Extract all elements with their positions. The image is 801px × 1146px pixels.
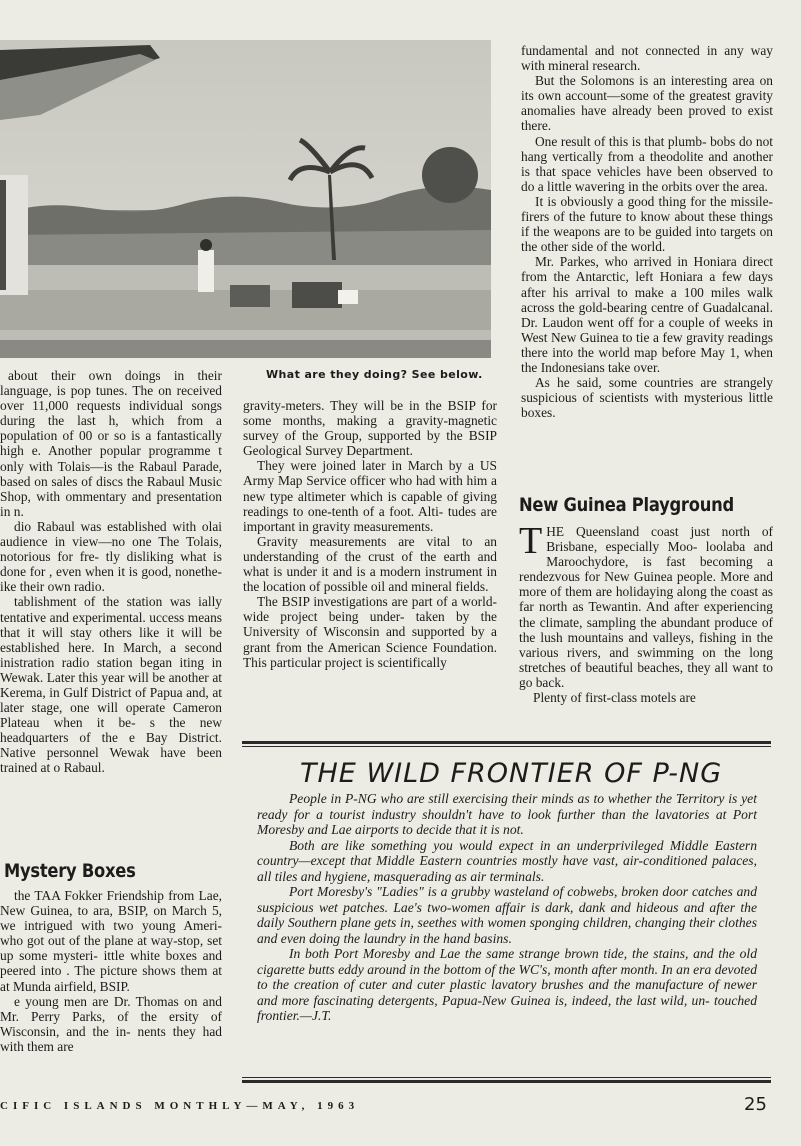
col1-para-2: dio Rabaul was established with olai audience in view—no one The Tolais, notorious for fre- tly disliking what is done for , even when it is good, nonethe- ike their own radio. — [0, 518, 222, 595]
running-footer: CIFIC ISLANDS MONTHLY—MAY, 1963 — [0, 1100, 360, 1112]
box-rule-bottom-thick — [242, 1080, 771, 1083]
column-middle — [243, 398, 497, 670]
column-left — [0, 368, 222, 776]
box-para-3: Port Moresby's "Ladies" is a grubby wasteland of cobwebs, broken door catches and suspicious wet patches. Lae's two-women affair is dark, dank and hideous and after the daily Southern plane gets in, seethes with women sponging children, changing their clothes and even doing the laundry in the hand basins. — [257, 884, 757, 946]
col3-lead-para — [519, 520, 773, 690]
col3-para-last: Plenty of first-class motels are — [533, 690, 696, 706]
col3-para-5: Mr. Parkes, who arrived in Honiara direct from the Antarctic, left Honiara a few days after his arrival to make a 100 miles walk across the gold-bearing centre of Guadalcanal. Dr. Laudon went off for a couple of weeks in West New Guinea to tie a few gravity readings there into the world map before May 1, when the Indonesians take over. — [521, 254, 773, 375]
column-left-continued — [0, 888, 222, 1054]
photo-airfield — [0, 40, 491, 358]
col2-para-2: They were joined later in March by a US Army Map Service officer who had with him a new type altimeter which is capable of giving readings to one-tenth of a foot. Alti- tudes are important in gravity measurements. — [243, 458, 497, 534]
col1-para-3: tablishment of the station was ially tentative and experimental. uccess means that it will stay others like it will be established here. In March, a second inistration radio station began iting in Wewak. Later this year will be another at Kerema, in Gulf District of Papua and, at later stage, one will operate Cameron Plateau when it be- s the new headquarters of the e Bay District. Native personnel Wewak have been trained at o Rabaul. — [0, 594, 222, 776]
heading-new-guinea-playground: New Guinea Playground — [519, 494, 734, 516]
photo-caption: What are they doing? See below. — [266, 368, 483, 381]
col1-para-5: e young men are Dr. Thomas on and Mr. Perry Parks, of the ersity of Wisconsin, and the in- nents they had with them are — [0, 993, 222, 1054]
box-rule-top-thick — [242, 741, 771, 744]
col2-para-1: gravity-meters. They will be in the BSIP for some months, making a gravity-magnetic survey of the Group, supported by the BSIP Geological Survey Department. — [243, 398, 497, 459]
box-para-1: People in P-NG who are still exercising their minds as to whether the Territory is yet ready for a tourist industry shouldn't have to look further than the lavatories at Port Moresby and Lae airports to decide that it is not. — [257, 791, 757, 837]
box-para-4: In both Port Moresby and Lae the same strange brown tide, the stains, and the old cigarette butts eddy around in the bottom of the WC's, month after month. In an era devoted to the creation of cuter and cuter plastic lavatory brushes and the manufacture of newer and more fascinating detergents, Papua-New Guinea is, indeed, the last wild, un- touched frontier.—J.T. — [257, 946, 757, 1023]
box-rule-top-thin — [242, 746, 771, 747]
col1-para-1: about their own doings in their language, is pop tunes. The on received over 11,000 requests individual songs during the last h, which from a population of 00 or so is a fantastically high e. Another popular programme t only with Tolais—is the Rabaul Parade, based on sales of discs the Rabaul Music Shop, with ommentary and presentation in n. — [0, 368, 222, 519]
box-para-2: Both are like something you would expect in an underprivileged Middle Eastern country—except that Middle Eastern countries mostly have vast, air-conditioned palaces, all tiles and hygiene, masquerading as air terminals. — [257, 837, 757, 884]
page-number: 25 — [744, 1094, 767, 1115]
box-rule-bottom-thin — [242, 1077, 771, 1078]
column-right-continued — [519, 520, 773, 706]
col3-para-1: fundamental and not connected in any way with mineral research. — [521, 43, 773, 74]
col3-para-6: As he said, some countries are strangely suspicious of scientists with mysterious little boxes. — [521, 375, 773, 421]
col3-para-2: But the Solomons is an interesting area on its own account—some of the greatest gravity anomalies have already been proved to exist there. — [521, 73, 773, 134]
col3-lead-text: HE Queensland coast just north of Brisbane, especially Moo- loolaba and Maroochydore, is fast becoming a rendezvous for New Guinea people. More and more of them are holidaying along the coast as far north as Tewantin. And after experiencing the climate, sampling the abundant produce of the lush mountains and valleys, fishing in the various rivers, and swimming on the long stretches of beautiful beaches, they all want to go back. — [519, 524, 773, 690]
heading-mystery-boxes: Mystery Boxes — [4, 860, 136, 882]
col3-para-4: It is obviously a good thing for the missile-firers of the future to know about these things if the weapons are to be guided into targets on the other side of the world. — [521, 193, 773, 255]
col2-para-4: The BSIP investigations are part of a world-wide project being under- taken by the University of Wisconsin and supported by a grant from the American Science Foundation. This particular project is scientifically — [243, 594, 497, 670]
column-right — [521, 43, 773, 420]
box-title: THE WILD FRONTIER OF P-NG — [300, 758, 723, 789]
col2-para-3: Gravity measurements are vital to an understanding of the crust of the earth and what is under it and is a modern instrument in the location of possible oil and mineral fields. — [243, 533, 497, 595]
box-body — [257, 791, 757, 1024]
col1-para-4: the TAA Fokker Friendship from Lae, New Guinea, to ara, BSIP, on March 5, we intrigued with two young Ameri- who got out of the plane at way-stop, set up some mysteri- ittle white boxes and peered into . The picture shows them at at Munda airfield, BSIP. — [0, 888, 222, 994]
drop-cap: T — [519, 520, 543, 562]
col3-para-3: One result of this is that plumb- bobs do not hang vertically from a theodolite and another is that space vehicles have been observed to do a little wavering in the orbits over the area. — [521, 133, 773, 194]
photo-image — [0, 40, 491, 358]
